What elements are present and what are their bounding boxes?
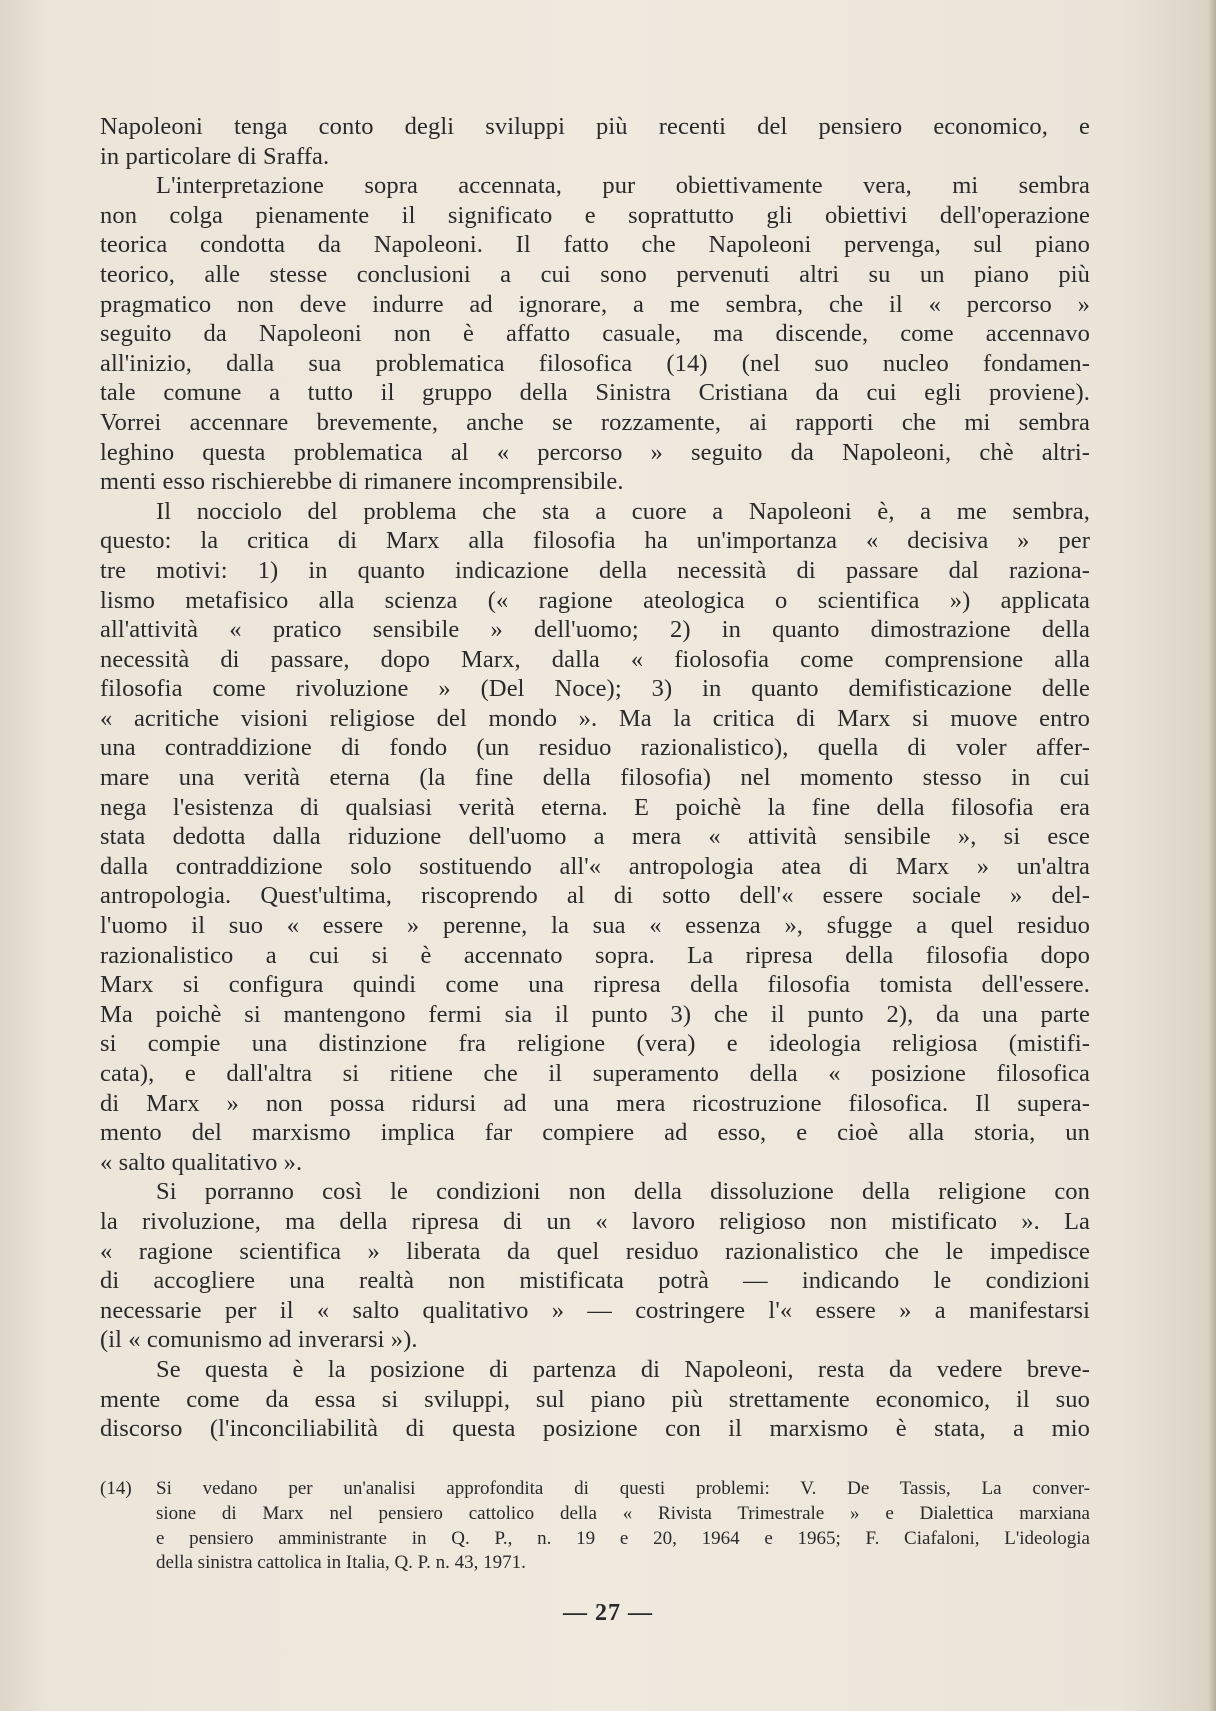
text-line: seguito da Napoleoni non è affatto casuale, ma discende, come accennavo xyxy=(100,320,1090,348)
text-line: lismo metafisico alla scienza (« ragione ateologica o scientifica ») applicata xyxy=(100,586,1090,614)
text-line: mento del marxismo implica far compiere ad esso, e cioè alla storia, un xyxy=(100,1119,1090,1147)
text-line: cata), e dall'altra si ritiene che il superamento della « posizione filosofica xyxy=(100,1060,1090,1087)
text-line: necessarie per il « salto qualitativo » — costringere l'« essere » a manifestarsi xyxy=(100,1296,1090,1324)
text-line: tre motivi: 1) in quanto indicazione della necessità di passare dal raziona- xyxy=(100,556,1090,584)
text-line: L'interpretazione sopra accennata, pur obiettivamente vera, mi sembra xyxy=(156,172,1090,200)
text-line: di accogliere una realtà non mistificata potrà — indicando le condizioni xyxy=(100,1267,1090,1295)
footnote xyxy=(100,1477,1090,1576)
text-line: tale comune a tutto il gruppo della Sinistra Cristiana da cui egli proviene). xyxy=(100,379,1090,407)
text-line: l'uomo il suo « essere » perenne, la sua « essenza », sfugge a quel residuo xyxy=(100,912,1090,940)
text-line: filosofia come rivoluzione » (Del Noce); 3) in quanto demifisticazione delle xyxy=(100,675,1090,703)
footnote-text: Si vedano per un'analisi approfondita di questi problemi: V. De Tassis, La conver- xyxy=(156,1478,1090,1499)
text-line: Si porranno così le condizioni non della dissoluzione della religione con xyxy=(156,1178,1090,1206)
text-line: antropologia. Quest'ultima, riscoprendo al di sotto dell'« essere sociale » del- xyxy=(100,882,1090,910)
text-line: all'inizio, dalla sua problematica filosofica (14) (nel suo nucleo fondamen- xyxy=(100,349,1090,377)
text-line: razionalistico a cui si è accennato sopra. La ripresa della filosofia dopo xyxy=(100,941,1090,969)
text-line: Ma poichè si mantengono fermi sia il punto 3) che il punto 2), da una parte xyxy=(100,1000,1090,1028)
text-line: teorica condotta da Napoleoni. Il fatto che Napoleoni pervenga, sul piano xyxy=(100,231,1090,259)
text-line: non colga pienamente il significato e soprattutto gli obiettivi dell'operazione xyxy=(100,201,1090,229)
footnote-line: e pensiero amministrante in Q. P., n. 19 e 20, 1964 e 1965; F. Ciafaloni, L'ideologia xyxy=(156,1527,1090,1549)
body-text xyxy=(100,112,1090,1444)
text-line: « acritiche visioni religiose del mondo ». Ma la critica di Marx si muove entro xyxy=(100,704,1090,732)
text-line: questo: la critica di Marx alla filosofia ha un'importanza « decisiva » per xyxy=(100,527,1090,555)
text-line: menti esso rischierebbe di rimanere incomprensibile. xyxy=(100,468,624,496)
text-line: necessità di passare, dopo Marx, dalla « fiolosofia come comprensione alla xyxy=(100,645,1090,673)
page-number: — 27 — xyxy=(563,1600,653,1626)
footnote-line: della sinistra cattolica in Italia, Q. P. n. 43, 1971. xyxy=(156,1552,526,1574)
text-line: « salto qualitativo ». xyxy=(100,1148,303,1176)
footnote-number: (14) xyxy=(100,1478,132,1499)
footnote-line xyxy=(100,1477,1090,1502)
text-line: Marx si configura quindi come una ripresa della filosofia tomista dell'essere. xyxy=(100,971,1090,999)
text-line: di Marx » non possa ridursi ad una mera ricostruzione filosofica. Il supera- xyxy=(100,1089,1090,1117)
text-line: Vorrei accennare brevemente, anche se rozzamente, ai rapporti che mi sembra xyxy=(100,408,1090,436)
text-line: la rivoluzione, ma della ripresa di un « lavoro religioso non mistificato ». La xyxy=(100,1207,1090,1235)
text-line: Il nocciolo del problema che sta a cuore a Napoleoni è, a me sembra, xyxy=(156,497,1090,525)
text-line: si compie una distinzione fra religione (vera) e ideologia religiosa (mistifi- xyxy=(100,1030,1090,1058)
text-line: Napoleoni tenga conto degli sviluppi più recenti del pensiero economico, e xyxy=(100,113,1090,140)
text-line: mare una verità eterna (la fine della filosofia) nel momento stesso in cui xyxy=(100,764,1090,792)
text-line: teorico, alle stesse conclusioni a cui sono pervenuti altri su un piano più xyxy=(100,260,1090,288)
text-line: dalla contraddizione solo sostituendo all'« antropologia atea di Marx » un'altra xyxy=(100,852,1090,880)
text-line: in particolare di Sraffa. xyxy=(100,142,330,170)
text-line: leghino questa problematica al « percorso » seguito da Napoleoni, chè altri- xyxy=(100,438,1090,466)
text-line: (il « comunismo ad inverarsi »). xyxy=(100,1326,418,1354)
text-line: una contraddizione di fondo (un residuo razionalistico), quella di voler affer- xyxy=(100,734,1090,762)
footnote-line: sione di Marx nel pensiero cattolico della « Rivista Trimestrale » e Dialettica marxiana xyxy=(156,1502,1090,1524)
text-line: discorso (l'inconciliabilità di questa posizione con il marxismo è stata, a mio xyxy=(100,1415,1090,1443)
text-line: Se questa è la posizione di partenza di Napoleoni, resta da vedere breve- xyxy=(156,1355,1090,1383)
text-line: stata dedotta dalla riduzione dell'uomo a mera « attività sensibile », si esce xyxy=(100,823,1090,851)
text-line: all'attività « pratico sensibile » dell'uomo; 2) in quanto dimostrazione della xyxy=(100,616,1090,644)
text-line: pragmatico non deve indurre ad ignorare, a me sembra, che il « percorso » xyxy=(100,290,1090,318)
text-line: nega l'esistenza di qualsiasi verità eterna. E poichè la fine della filosofia era xyxy=(100,793,1090,821)
text-line: « ragione scientifica » liberata da quel residuo razionalistico che le impedisce xyxy=(100,1237,1090,1265)
text-line: mente come da essa si sviluppi, sul piano più strettamente economico, il suo xyxy=(100,1385,1090,1413)
